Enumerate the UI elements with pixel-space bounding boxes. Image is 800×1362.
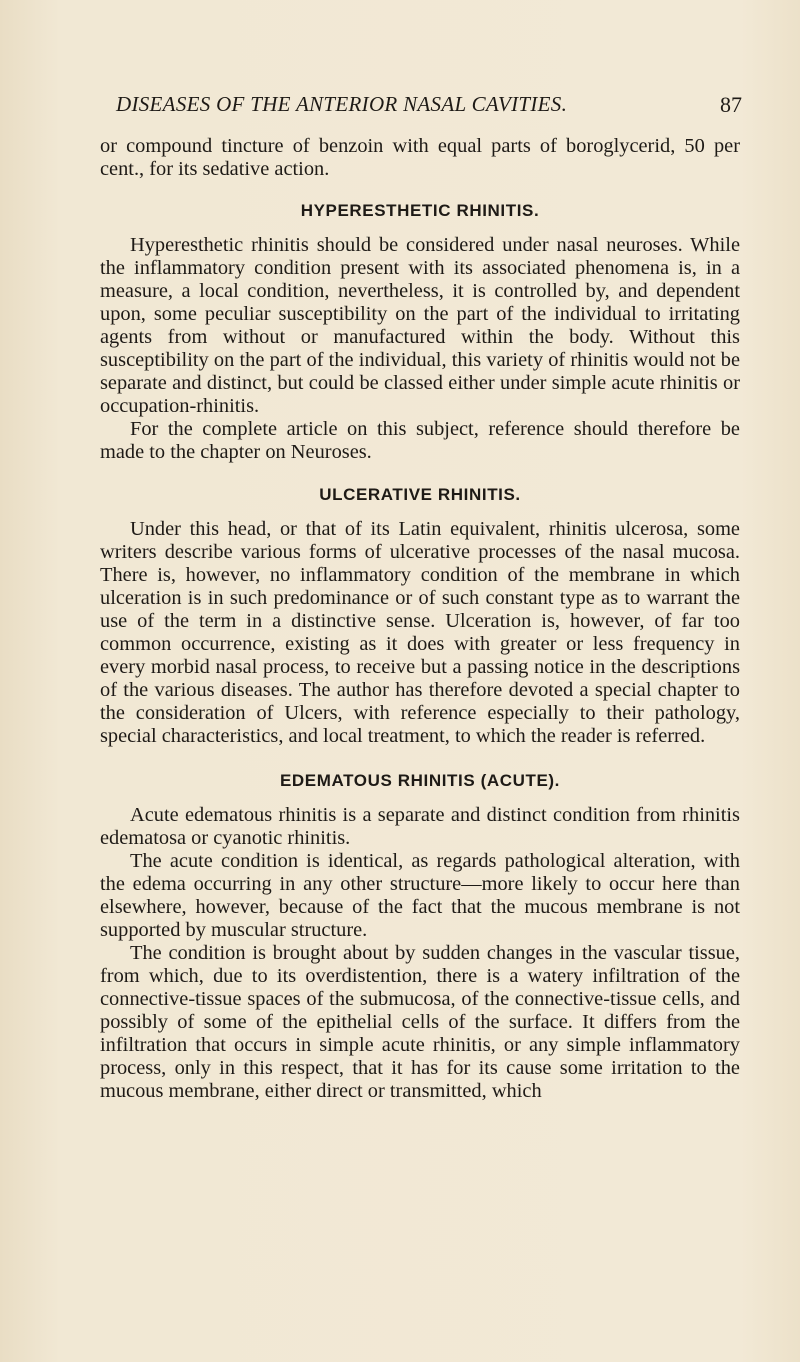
paragraph: Hyperesthetic rhinitis should be considered under nasal neuroses. While the inflammatory condition present with its associated phenomena is, in a measure, a local condition, nevertheless, it is controlled by, and dependent upon, some peculiar susceptibility on the part of the individual to irritating agents from without or manufactured within the body. Without this susceptibility on the part of the individual, this variety of rhinitis would not be separate and distinct, but could be classed either under simple acute rhinitis or occupation-rhinitis. <box>100 234 740 417</box>
page-header <box>100 92 742 122</box>
paragraph: For the complete article on this subject, reference should therefore be made to the chapter on Neuroses. <box>100 418 740 463</box>
page-number: 87 <box>720 92 742 117</box>
paragraph: The condition is brought about by sudden changes in the vascular tissue, from which, due to its overdistention, there is a watery infiltration of the connective-tissue spaces of the submucosa, of the connective-tissue cells, and possibly of some of the epithelial cells of the surface. It differs from the infiltration that occurs in simple acute rhinitis, or any simple inflammatory process, only in this respect, that it has for its cause some irritation to the mucous membrane, either direct or transmitted, which <box>100 942 740 1102</box>
paragraph: Acute edematous rhinitis is a separate and distinct condition from rhinitis edematosa or cyanotic rhinitis. <box>100 804 740 849</box>
intro-paragraph: or compound tincture of benzoin with equal parts of boroglycerid, 50 per cent., for its sedative action. <box>100 135 740 180</box>
paragraph: Under this head, or that of its Latin equivalent, rhinitis ulcerosa, some writers describe various forms of ulcerative processes of the nasal mucosa. There is, however, no inflammatory condition of the membrane in which ulceration is in such predominance or of such constant type as to warrant the use of the term in a distinctive sense. Ulceration is, however, of far too common occurrence, existing as it does with greater or less frequency in every morbid nasal process, to receive but a passing notice in the descriptions of the various diseases. The author has therefore devoted a special chapter to the consideration of Ulcers, with reference especially to their pathology, special characteristics, and local treatment, to which the reader is referred. <box>100 518 740 747</box>
section-heading-edematous: EDEMATOUS RHINITIS (ACUTE). <box>279 771 560 790</box>
paragraph: The acute condition is identical, as regards pathological alteration, with the edema occurring in any other structure—more likely to occur here than elsewhere, however, because of the fact that the mucous membrane is not supported by muscular structure. <box>100 850 740 941</box>
section-heading-ulcerative: ULCERATIVE RHINITIS. <box>319 485 521 504</box>
page-body <box>100 135 740 1103</box>
section-heading-hyperesthetic: HYPERESTHETIC RHINITIS. <box>300 201 540 220</box>
running-head: DISEASES OF THE ANTERIOR NASAL CAVITIES. <box>116 92 568 116</box>
